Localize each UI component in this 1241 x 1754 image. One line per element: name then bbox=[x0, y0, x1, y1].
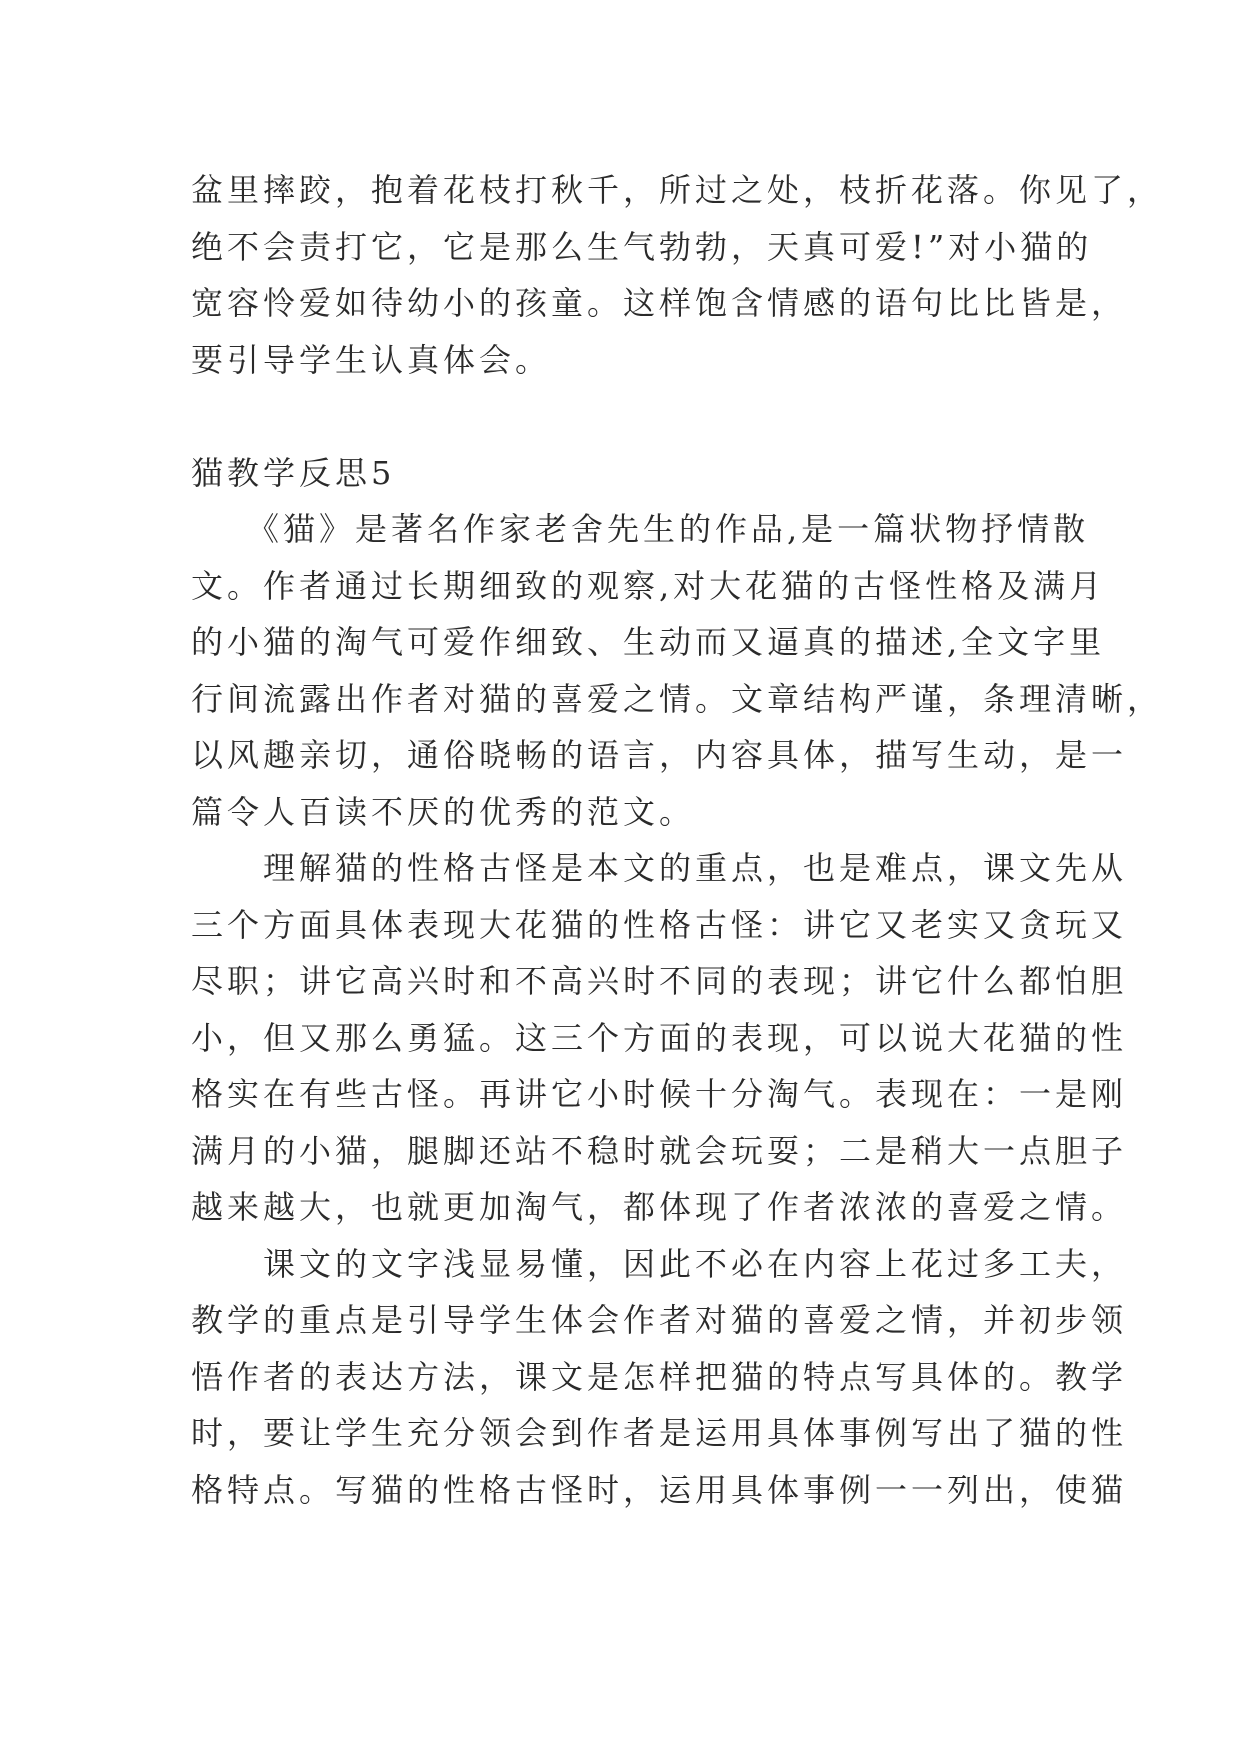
text-line: 理解猫的性格古怪是本文的重点，也是难点，课文先从 bbox=[191, 849, 1128, 887]
text-line: 课文的文字浅显易懂，因此不必在内容上花过多工夫， bbox=[191, 1244, 1128, 1283]
document-body bbox=[191, 162, 1164, 1518]
blank-line bbox=[191, 388, 1071, 445]
text-line: 文。作者通过长期细致的观察,对大花猫的古怪性格及满月 bbox=[191, 566, 1106, 605]
text-line: 格特点。写猫的性格古怪时，运用具体事例一一列出，使猫 bbox=[191, 1470, 1128, 1509]
text-line: 小，但又那么勇猛。这三个方面的表现，可以说大花猫的性 bbox=[191, 1018, 1128, 1057]
text-line: 绝不会责打它，它是那么生气勃勃，天真可爱!”对小猫的 bbox=[191, 227, 1093, 266]
text-line: 《猫》是著名作家老舍先生的作品,是一篇状物抒情散 bbox=[191, 510, 1090, 548]
text-line: 盆里摔跤，抱着花枝打秋千，所过之处，枝折花落。你见了， bbox=[191, 171, 1164, 209]
text-line: 格实在有些古怪。再讲它小时候十分淘气。表现在：一是刚 bbox=[191, 1075, 1128, 1113]
text-line: 满月的小猫，腿脚还站不稳时就会玩耍；二是稍大一点胆子 bbox=[191, 1131, 1128, 1170]
paragraph-continued bbox=[191, 162, 1164, 388]
paragraph-2 bbox=[191, 840, 1128, 1236]
text-line: 三个方面具体表现大花猫的性格古怪：讲它又老实又贪玩又 bbox=[191, 905, 1128, 944]
text-line: 尽职；讲它高兴时和不高兴时不同的表现；讲它什么都怕胆 bbox=[191, 962, 1128, 1000]
text-line: 的小猫的淘气可爱作细致、生动而又逼真的描述,全文字里 bbox=[191, 623, 1106, 661]
text-line: 时，要让学生充分领会到作者是运用具体事例写出了猫的性 bbox=[191, 1414, 1128, 1452]
text-line: 越来越大，也就更加淘气，都体现了作者浓浓的喜爱之情。 bbox=[191, 1188, 1128, 1226]
text-line: 篇令人百读不厌的优秀的范文。 bbox=[191, 792, 696, 831]
text-line: 行间流露出作者对猫的喜爱之情。文章结构严谨，条理清晰， bbox=[191, 679, 1164, 718]
paragraph-1 bbox=[191, 501, 1164, 840]
text-line: 教学的重点是引导学生体会作者对猫的喜爱之情，并初步领 bbox=[191, 1301, 1128, 1339]
text-line: 以风趣亲切，通俗晓畅的语言，内容具体，描写生动，是一 bbox=[191, 736, 1128, 774]
text-line: 悟作者的表达方法，课文是怎样把猫的特点写具体的。教学 bbox=[191, 1357, 1128, 1396]
paragraph-3 bbox=[191, 1236, 1128, 1519]
text-line: 宽容怜爱如待幼小的孩童。这样饱含情感的语句比比皆是， bbox=[191, 284, 1128, 322]
section-title: 猫教学反思5 bbox=[191, 453, 396, 492]
text-line: 要引导学生认真体会。 bbox=[191, 340, 552, 379]
